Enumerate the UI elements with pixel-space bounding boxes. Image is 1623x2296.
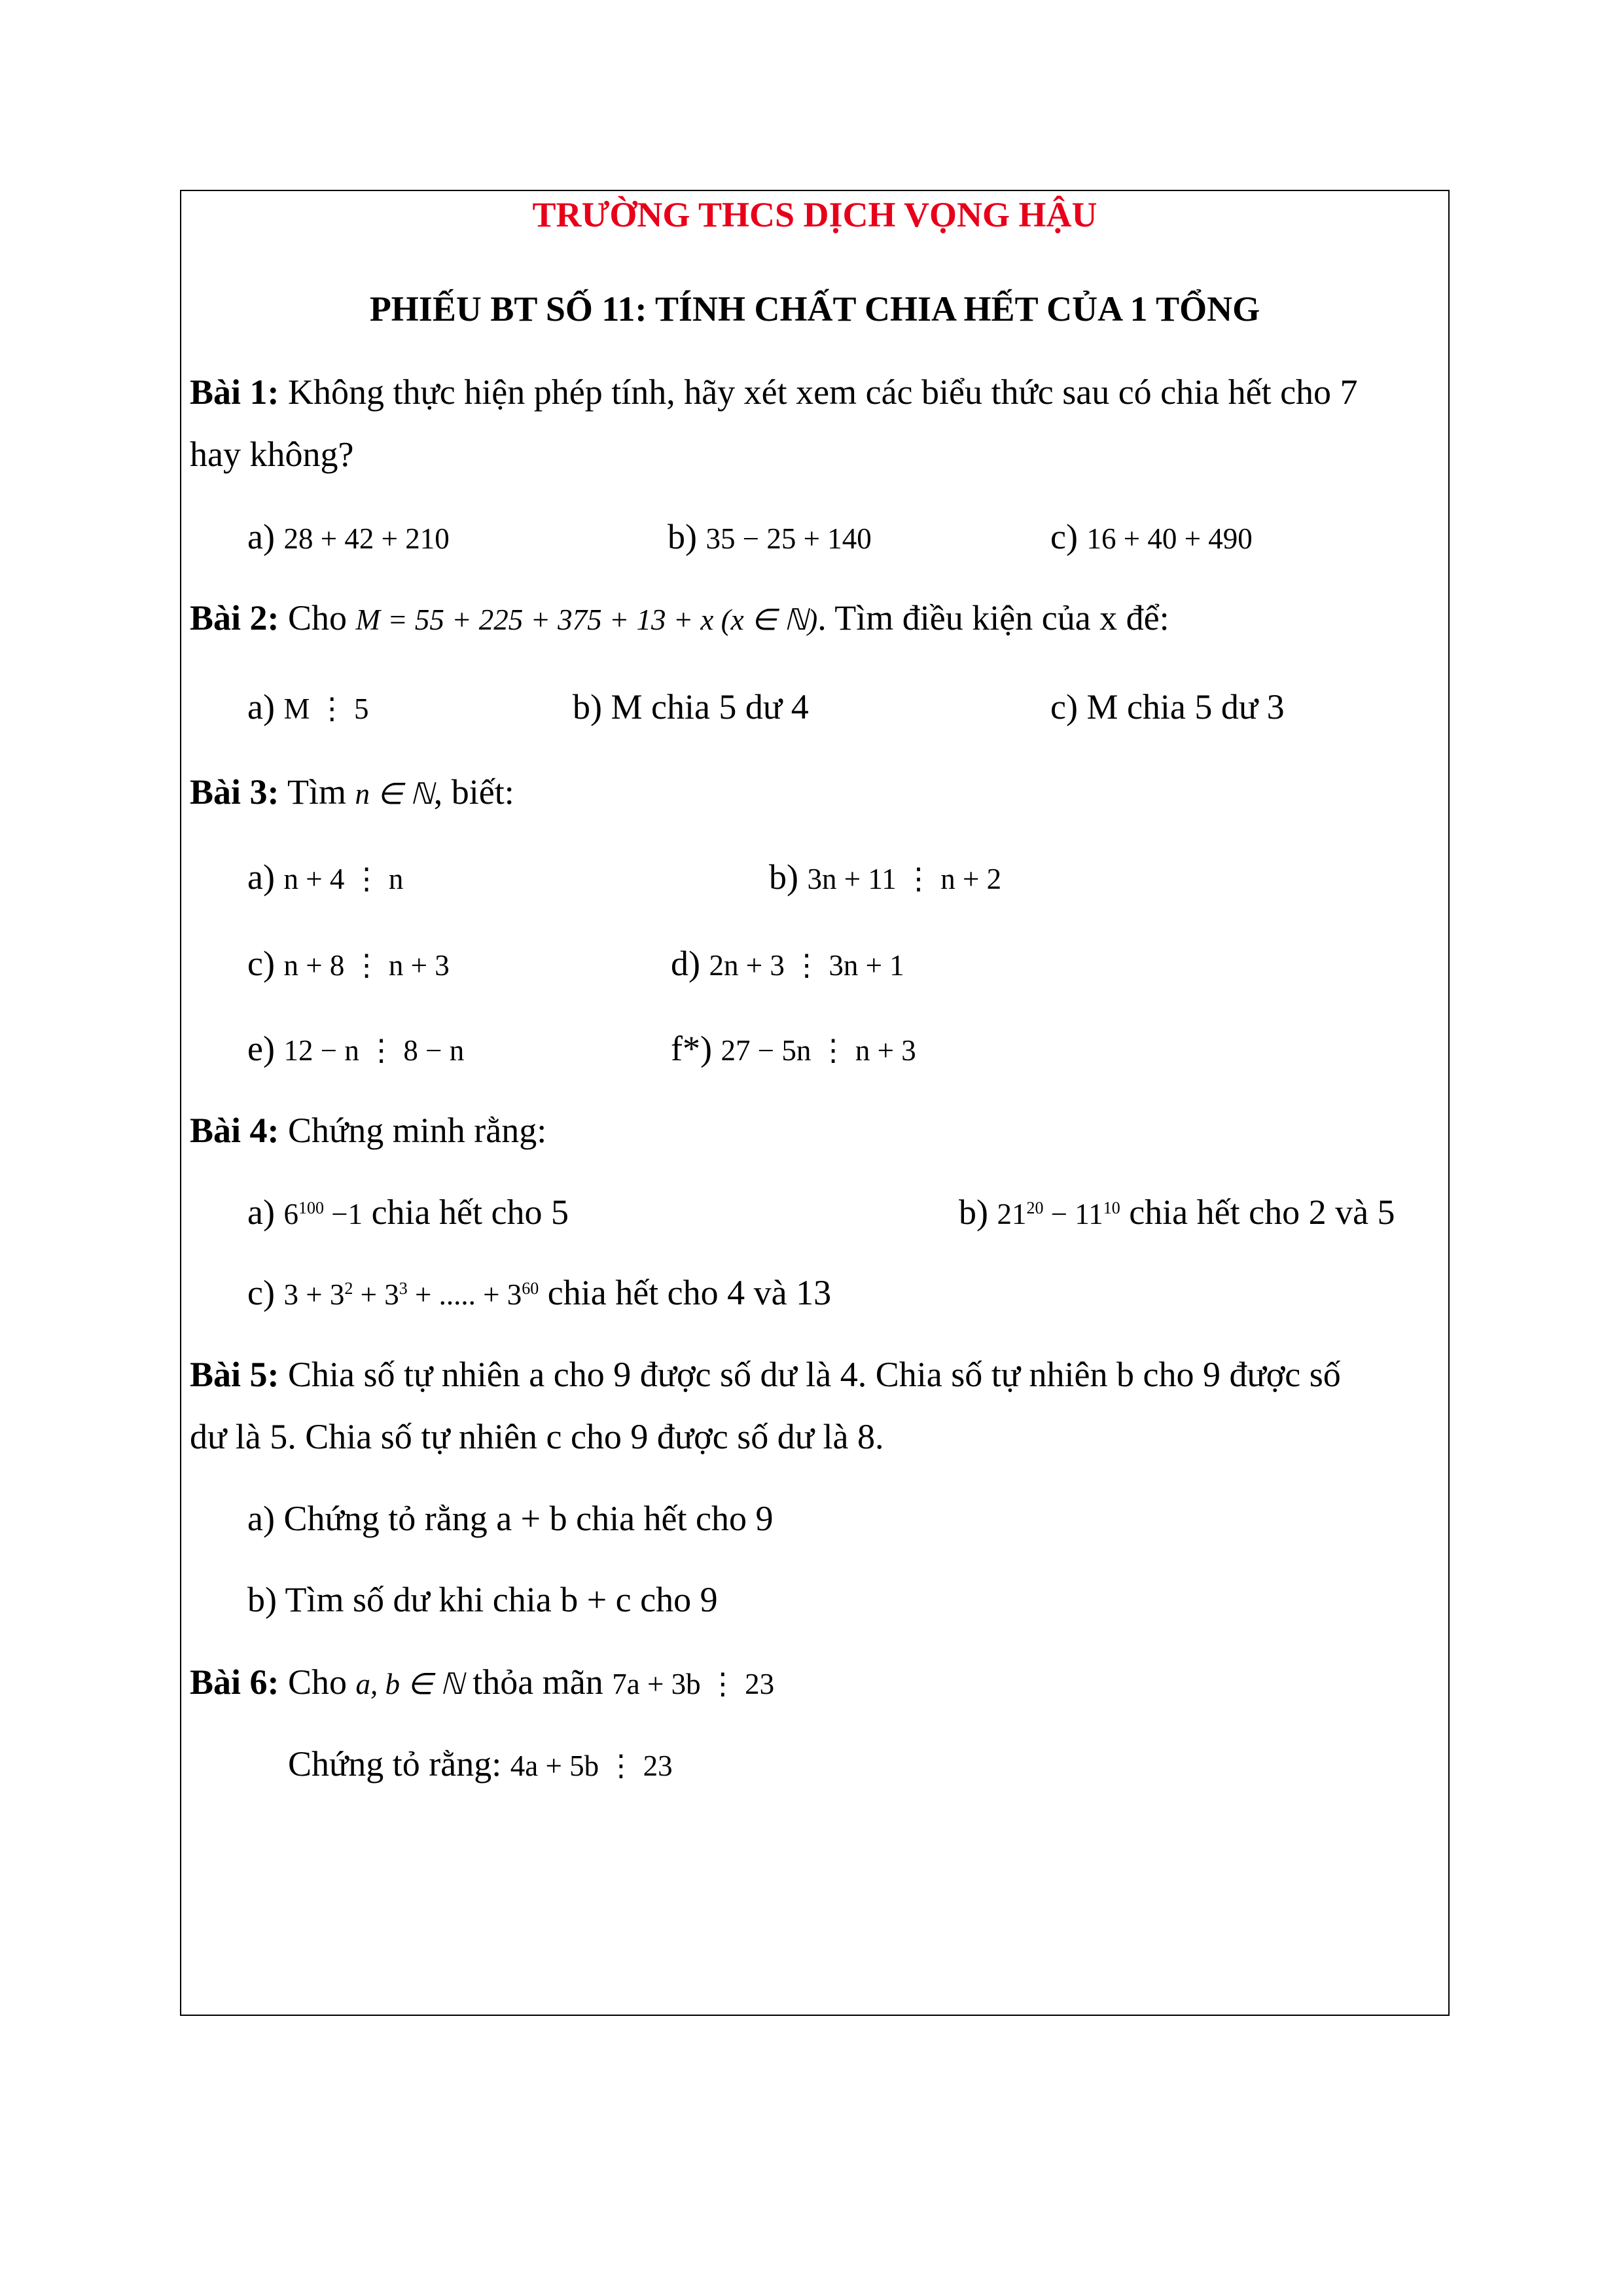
b3-post: , biết: [433,772,514,812]
b2-post: . Tìm điều kiện của x để: [817,598,1169,637]
b3-c-math: n + 8 ⋮ n + 3 [283,949,450,982]
b4-line [190,1109,546,1151]
b1-a-label: a) [247,517,284,556]
b6-p2-pre: Chứng tỏ rằng: [288,1744,510,1784]
b6-pre: Cho [279,1662,356,1702]
b5-line1 [190,1354,1341,1395]
b4-a [247,1191,569,1235]
b4-b-mid: − 11 [1043,1198,1103,1230]
b3-f-math: 27 − 5n ⋮ n + 3 [721,1034,916,1067]
b1-label: Bài 1: [190,372,279,412]
b1-a [247,516,450,560]
b5-label: Bài 5: [190,1355,279,1394]
b2-math: M = 55 + 225 + 375 + 13 + x (x ∈ ℕ) [355,603,818,636]
b2-pre: Cho [279,598,356,637]
b4-a-text: chia hết cho 5 [363,1193,569,1232]
b4-a-rest: −1 [323,1198,363,1230]
b4-c-m2: + 3 [353,1278,399,1311]
b4-a-math [283,1198,363,1230]
b1-a-math: 28 + 42 + 210 [283,522,450,555]
b4-b-exp2: 10 [1103,1198,1120,1217]
b3-a [247,856,403,900]
b6-p2-math: 4a + 5b ⋮ 23 [510,1749,673,1782]
b5-a: a) Chứng tỏ rằng a + b chia hết cho 9 [247,1499,774,1538]
b4-c-m1: 3 + 3 [283,1278,345,1311]
b4-a-label: a) [247,1193,284,1232]
b4-label: Bài 4: [190,1111,279,1150]
b4-b-math [997,1198,1120,1230]
b4-c-e1: 2 [344,1279,353,1298]
b2-c: c) M chia 5 dư 3 [1050,687,1285,726]
b6-math1: a, b ∈ ℕ [355,1668,464,1700]
b4-c-e2: 3 [399,1279,408,1298]
b2-label: Bài 2: [190,598,279,637]
b3-e-label: e) [247,1029,284,1068]
b6-mid: thỏa mãn [463,1662,613,1702]
b3-f-label: f*) [671,1029,721,1068]
b3-a-label: a) [247,857,284,897]
b6-label: Bài 6: [190,1662,279,1702]
b1-c-label: c) [1050,517,1087,556]
b4-b-base1: 21 [997,1198,1027,1230]
b1-b [668,516,872,560]
worksheet-title: PHIẾU BT SỐ 11: TÍNH CHẤT CHIA HẾT CỦA 1 TỔNG [369,289,1260,329]
b3-pre: Tìm [279,772,355,812]
b3-b-math: 3n + 11 ⋮ n + 2 [807,863,1002,895]
b3-e [247,1028,464,1071]
b3-f [671,1028,916,1071]
b3-d [671,942,904,986]
b3-a-math: n + 4 ⋮ n [283,863,404,895]
b4-c-math [283,1278,539,1311]
b3-label: Bài 3: [190,772,279,812]
b5-b: b) Tìm số dư khi chia b + c cho 9 [247,1580,718,1619]
b3-d-label: d) [671,944,709,983]
b3-e-math: 12 − n ⋮ 8 − n [283,1034,465,1067]
b4-b-exp1: 20 [1026,1198,1044,1217]
b2-a-label: a) [247,687,284,726]
b3-b-label: b) [769,857,808,897]
b5-text1: Chia số tự nhiên a cho 9 được số dư là 4. Chia số tự nhiên b cho 9 được số [279,1355,1341,1394]
b6-line [190,1661,774,1705]
b5-text2: dư là 5. Chia số tự nhiên c cho 9 được số dư là 8. [190,1417,884,1456]
b4-a-base: 6 [283,1198,298,1230]
b4-c [247,1272,831,1316]
b1-c [1050,516,1253,560]
b4-b [959,1191,1395,1235]
b4-c-text: chia hết cho 4 và 13 [539,1273,832,1312]
b1-c-math: 16 + 40 + 490 [1086,522,1253,555]
b4-a-exp: 100 [298,1198,324,1217]
b3-d-math: 2n + 3 ⋮ 3n + 1 [709,949,904,982]
b2-a-math: M ⋮ 5 [283,692,369,725]
b4-c-m3: + ..... + 3 [407,1278,522,1311]
b2-b: b) M chia 5 dư 4 [573,687,809,726]
b4-c-e3: 60 [522,1279,539,1298]
b4-b-label: b) [959,1193,997,1232]
b1-b-math: 35 − 25 + 140 [705,522,872,555]
school-name: TRƯỜNG THCS DỊCH VỌNG HẬU [532,195,1097,234]
b3-c [247,942,450,986]
b4-c-label: c) [247,1273,284,1312]
b1-b-label: b) [668,517,706,556]
b2-line [190,597,1169,641]
b6-line2 [288,1743,673,1787]
b3-math: n ∈ ℕ [355,778,434,810]
b3-line [190,771,514,815]
b3-b [769,856,1001,900]
b3-c-label: c) [247,944,284,983]
b4-text: Chứng minh rằng: [279,1111,547,1150]
b1-text1: Không thực hiện phép tính, hãy xét xem các biểu thức sau có chia hết cho 7 [279,372,1358,412]
b1-line1 [190,371,1358,413]
worksheet-frame [180,190,1450,2016]
b4-b-text: chia hết cho 2 và 5 [1120,1193,1395,1232]
b1-text2: hay không? [190,435,354,474]
b2-a [247,686,368,730]
b6-math2: 7a + 3b ⋮ 23 [612,1668,775,1700]
